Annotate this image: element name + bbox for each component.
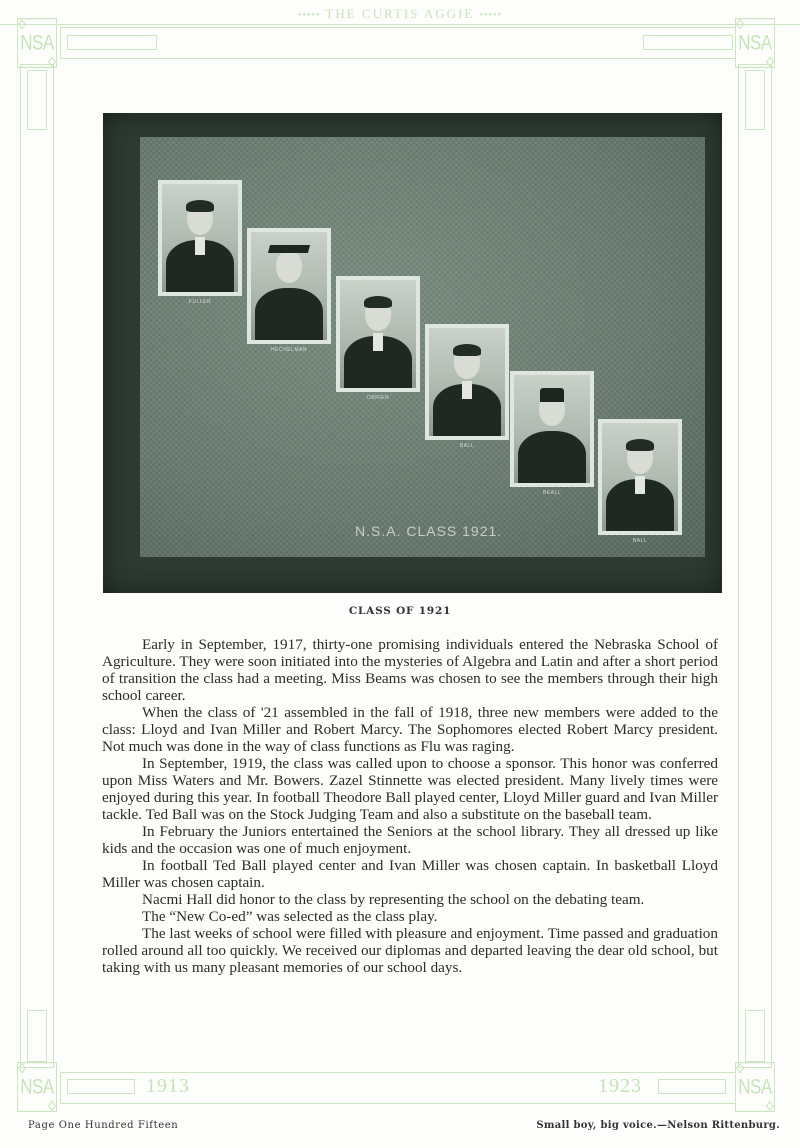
portrait-5 (510, 371, 594, 487)
publication-title: THE CURTIS AGGIE (325, 6, 475, 21)
portrait-label-6: BALL (632, 538, 648, 544)
ornament-dots-left: ••••• (297, 10, 321, 21)
border-right-inner-top (745, 70, 765, 130)
paragraph: In September, 1919, the class was called upon to choose a sponsor. This honor was conferred upon Miss Waters and Mr. Bowers. Zazel Stinnette was elected president. Many lively times were enjoyed during this year. In football Theodore Ball played center, Lloyd Miller guard and Ivan Miller tackle. Ted Ball was on the Stock Judging Team and also a substitute on the baseball team. (102, 755, 718, 823)
portrait-label-3: OBRIEN (366, 395, 390, 401)
paragraph: When the class of '21 assembled in the fall of 1918, three new members were added to the class: Lloyd and Ivan Miller and Robert Marcy. The Sophomores elected Robert Marcy president. Not much was done in the way of class functions as Flu was raging. (102, 704, 718, 755)
border-right-inner-bottom (745, 1010, 765, 1062)
border-top-inner-left (67, 35, 157, 50)
header-rule (0, 24, 800, 25)
border-left-inner-bottom (27, 1010, 47, 1062)
class-history-text (102, 636, 718, 976)
portrait-3 (336, 276, 420, 392)
nsa-monogram-top-right: NSA (735, 18, 775, 68)
border-bottom-inner-left (67, 1079, 135, 1094)
page-number: Page One Hundred Fifteen (28, 1120, 179, 1131)
paragraph: The last weeks of school were filled with pleasure and enjoyment. Time passed and graduation rolled around all too quickly. We received our diplomas and departed leaving the dear old school, but taking with us many pleasant memories of our school days. (102, 925, 718, 976)
running-head (0, 6, 800, 22)
portrait-6 (598, 419, 682, 535)
border-top-inner-right (643, 35, 733, 50)
portrait-label-4: BALL (459, 443, 475, 449)
paragraph: In football Ted Ball played center and Ivan Miller was chosen captain. In basketball Lloyd Miller was chosen captain. (102, 857, 718, 891)
border-right-column (738, 64, 772, 1068)
photo-mount-board (140, 137, 705, 557)
nsa-monogram-bottom-right: NSA (735, 1062, 775, 1112)
nsa-monogram-bottom-left: NSA (17, 1062, 57, 1112)
year-end: 1923 (598, 1075, 642, 1097)
nsa-monogram-top-left: NSA (17, 18, 57, 68)
portrait-2 (247, 228, 331, 344)
paragraph: Early in September, 1917, thirty-one promising individuals entered the Nebraska School of Agriculture. They were soon initiated into the mysteries of Algebra and Latin and after a short period of transition the class had a meeting. Miss Beams was chosen to see the members through their high school career. (102, 636, 718, 704)
border-bottom-inner-right (658, 1079, 726, 1094)
photo-inscription: N.S.A. CLASS 1921. (355, 523, 503, 539)
portrait-4 (425, 324, 509, 440)
paragraph: Nacmi Hall did honor to the class by representing the school on the debating team. (142, 891, 645, 908)
figure-caption: CLASS OF 1921 (348, 605, 452, 617)
class-photograph (103, 113, 722, 593)
paragraph: In February the Juniors entertained the Seniors at the school library. They all dressed up like kids and the occasion was one of much enjoyment. (102, 823, 718, 857)
portrait-label-1: FULLER (188, 299, 212, 305)
border-left-inner-top (27, 70, 47, 130)
paragraph: The “New Co-ed” was selected as the class play. (142, 908, 438, 925)
portrait-1 (158, 180, 242, 296)
portrait-label-5: BEALL (542, 490, 562, 496)
year-start: 1913 (146, 1075, 190, 1097)
border-top-bar (60, 27, 736, 59)
ornament-dots-right: ••••• (479, 10, 503, 21)
border-left-column (20, 64, 54, 1068)
portrait-label-2: HECHELMAN (271, 347, 307, 353)
footer-quote: Small boy, big voice.—Nelson Rittenburg. (536, 1120, 780, 1131)
